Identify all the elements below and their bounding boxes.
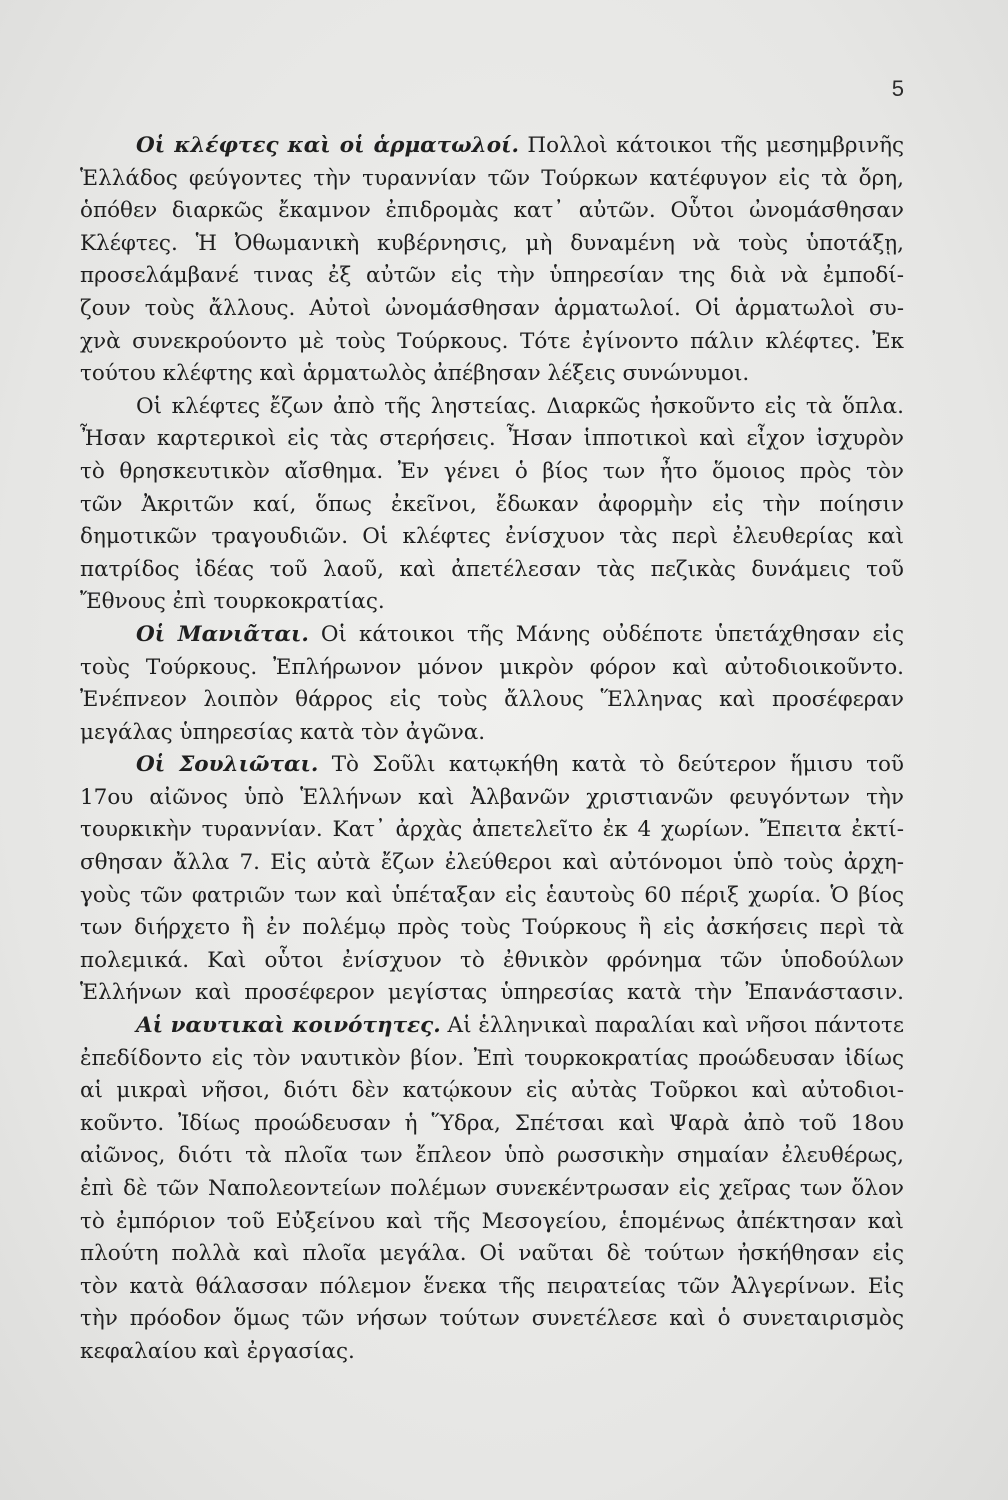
line-text: χνὰ συνεκρούοντο μὲ τοὺς Τούρκους. Τότε ἐγίνοντο πάλιν κλέφτες. Ἐκ (80, 328, 904, 354)
line-text: ὁπόθεν διαρκῶς ἔκαμνον ἐπιδρομὰς κατ᾿ αὐτῶν. Οὗτοι ὠνομάσθησαν (80, 198, 904, 224)
text-line (80, 1140, 904, 1173)
page-number: 5 (891, 76, 904, 101)
body-text (80, 130, 904, 1369)
line-text: τὸ θρησκευτικὸν αἴσθημα. Ἐν γένει ὁ βίος των ἦτο ὅμοιος πρὸς τὸν (80, 458, 904, 484)
text-line (80, 358, 904, 391)
line-text: Οἱ κλέφτες ἔζων ἀπὸ τῆς ληστείας. Διαρκῶς ἠσκοῦντο εἰς τὰ ὅπλα. (136, 393, 904, 419)
line-text: προσελάμβανέ τινας ἐξ αὐτῶν εἰς τὴν ὑπηρεσίαν της διὰ νὰ ἐμποδί- (80, 263, 904, 289)
text-line (80, 391, 904, 424)
line-text: τὴν πρόοδον ὅμως τῶν νήσων τούτων συνετέλεσε καὶ ὁ συνεταιρισμὸς (80, 1306, 904, 1332)
line-text: ἐπεδίδοντο εἰς τὸν ναυτικὸν βίον. Ἐπὶ τουρκοκρατίας προώδευσαν ἰδίως (80, 1045, 904, 1071)
line-text: Αἱ ἑλληνικαὶ παραλίαι καὶ νῆσοι πάντοτε (440, 1013, 905, 1039)
line-text: ζουν τοὺς ἄλλους. Αὐτοὶ ὠνομάσθησαν ἁρματωλοί. Οἱ ἁρματωλοὶ συ- (80, 295, 904, 321)
text-line (80, 423, 904, 456)
line-text: των διήρχετο ἢ ἐν πολέμῳ πρὸς τοὺς Τούρκους ἢ εἰς ἀσκήσεις περὶ τὰ (80, 915, 904, 941)
text-line (80, 260, 904, 293)
line-text: σθησαν ἄλλα 7. Εἰς αὐτὰ ἔζων ἐλεύθεροι καὶ αὐτόνομοι ὑπὸ τοὺς ἀρχη- (80, 850, 904, 876)
text-line (80, 521, 904, 554)
text-line (80, 1043, 904, 1076)
text-line (80, 619, 904, 652)
text-line (80, 1336, 904, 1369)
text-line (80, 652, 904, 685)
line-text: Ἦσαν καρτερικοὶ εἰς τὰς στερήσεις. Ἦσαν ἱπποτικοὶ καὶ εἶχον ἰσχυρὸν (80, 426, 904, 452)
text-line (80, 814, 904, 847)
text-line (80, 1206, 904, 1239)
line-text: πλούτη πολλὰ καὶ πλοῖα μεγάλα. Οἱ ναῦται δὲ τούτων ἠσκήθησαν εἰς (80, 1241, 904, 1267)
text-line (80, 977, 904, 1010)
text-line (80, 1173, 904, 1206)
line-text: Ἔθνους ἐπὶ τουρκοκρατίας. (80, 589, 385, 615)
section-heading: Οἱ Σουλιῶται. (136, 752, 319, 778)
line-text: αἱ μικραὶ νῆσοι, διότι δὲν κατῴκουν εἰς αὐτὰς Τοῦρκοι καὶ αὐτοδιοι- (80, 1078, 904, 1104)
text-line (80, 489, 904, 522)
line-text: 17ου αἰῶνος ὑπὸ Ἑλλήνων καὶ Ἀλβανῶν χριστιανῶν φευγόντων τὴν (80, 784, 904, 810)
text-line (80, 326, 904, 359)
text-line (80, 130, 904, 163)
text-line (80, 945, 904, 978)
text-line (80, 749, 904, 782)
line-text: Ἑλλήνων καὶ προσέφερον μεγίστας ὑπηρεσίας κατὰ τὴν Ἐπανάστασιν. (80, 980, 904, 1006)
text-line (80, 554, 904, 587)
section-heading: Οἱ κλέφτες καὶ οἱ ἁρματωλοί. (136, 133, 519, 158)
line-text: τὸ ἐμπόριον τοῦ Εὐξείνου καὶ τῆς Μεσογείου, ἑπομένως ἀπέκτησαν καὶ (80, 1208, 904, 1234)
line-text: Πολλοὶ κάτοικοι τῆς μεσημβρινῆς (518, 133, 904, 158)
text-line (80, 847, 904, 880)
line-text: Οἱ κάτοικοι τῆς Μάνης οὐδέποτε ὑπετάχθησαν εἰς (308, 621, 904, 647)
line-text: γοὺς τῶν φατριῶν των καὶ ὑπέταξαν εἰς ἑαυτοὺς 60 πέριξ χωρία. Ὁ βίος (80, 882, 904, 908)
line-text: Ἑλλάδος φεύγοντες τὴν τυραννίαν τῶν Τούρκων κατέφυγον εἰς τὰ ὄρη, (80, 165, 904, 191)
text-line (80, 684, 904, 717)
line-text: πολεμικά. Καὶ οὗτοι ἐνίσχυον τὸ ἐθνικὸν φρόνημα τῶν ὑποδούλων (80, 947, 904, 973)
section-heading: Αἱ ναυτικαὶ κοινότητες. (136, 1013, 441, 1039)
text-line (80, 1271, 904, 1304)
text-line (80, 163, 904, 196)
text-line (80, 912, 904, 945)
text-line (80, 456, 904, 489)
text-line (80, 195, 904, 228)
line-text: τὸν κατὰ θάλασσαν πόλεμον ἕνεκα τῆς πειρατείας τῶν Ἀλγερίνων. Εἰς (80, 1273, 904, 1299)
text-line (80, 782, 904, 815)
text-line (80, 228, 904, 261)
text-line (80, 1075, 904, 1108)
line-text: Ἐνέπνεον λοιπὸν θάρρος εἰς τοὺς ἄλλους Ἕλληνας καὶ προσέφεραν (80, 687, 904, 713)
line-text: πατρίδος ἰδέας τοῦ λαοῦ, καὶ ἀπετέλεσαν τὰς πεζικὰς δυνάμεις τοῦ (80, 556, 904, 582)
text-line (80, 880, 904, 913)
text-line (80, 1303, 904, 1336)
text-line (80, 293, 904, 326)
line-text: ἐπὶ δὲ τῶν Ναπολεοντείων πολέμων συνεκέντρωσαν εἰς χεῖρας των ὅλον (80, 1176, 904, 1201)
line-text: τοὺς Τούρκους. Ἐπλήρωνον μόνον μικρὸν φόρον καὶ αὐτοδιοικοῦντο. (80, 654, 904, 680)
text-line (80, 717, 904, 750)
line-text: τούτου κλέφτης καὶ ἁρματωλὸς ἀπέβησαν λέξεις συνώνυμοι. (80, 361, 750, 387)
text-line (80, 1238, 904, 1271)
line-text: Τὸ Σοῦλι κατῳκήθη κατὰ τὸ δεύτερον ἥμισυ τοῦ (318, 752, 904, 778)
line-text: δημοτικῶν τραγουδιῶν. Οἱ κλέφτες ἐνίσχυον τὰς περὶ ἐλευθερίας καὶ (80, 524, 904, 550)
line-text: τουρκικὴν τυραννίαν. Κατ᾿ ἀρχὰς ἀπετελεῖτο ἐκ 4 χωρίων. Ἔπειτα ἐκτί- (80, 817, 904, 843)
section-heading: Οἱ Μανιᾶται. (136, 621, 309, 647)
text-line (80, 1010, 904, 1043)
line-text: τῶν Ἀκριτῶν καί, ὅπως ἐκεῖνοι, ἔδωκαν ἀφορμὴν εἰς τὴν ποίησιν (80, 491, 904, 517)
line-text: κοῦντο. Ἰδίως προώδευσαν ἡ Ὕδρα, Σπέτσαι καὶ Ψαρὰ ἀπὸ τοῦ 18ου (80, 1110, 904, 1136)
line-text: κεφαλαίου καὶ ἐργασίας. (80, 1338, 355, 1364)
line-text: Κλέφτες. Ἡ Ὀθωμανικὴ κυβέρνησις, μὴ δυναμένη νὰ τοὺς ὑποτάξῃ, (80, 230, 904, 256)
text-line (80, 586, 904, 619)
line-text: αἰῶνος, διότι τὰ πλοῖα των ἔπλεον ὑπὸ ρωσσικὴν σημαίαν ἐλευθέρως, (80, 1143, 904, 1169)
line-text: μεγάλας ὑπηρεσίας κατὰ τὸν ἀγῶνα. (80, 719, 486, 745)
text-line (80, 1108, 904, 1141)
